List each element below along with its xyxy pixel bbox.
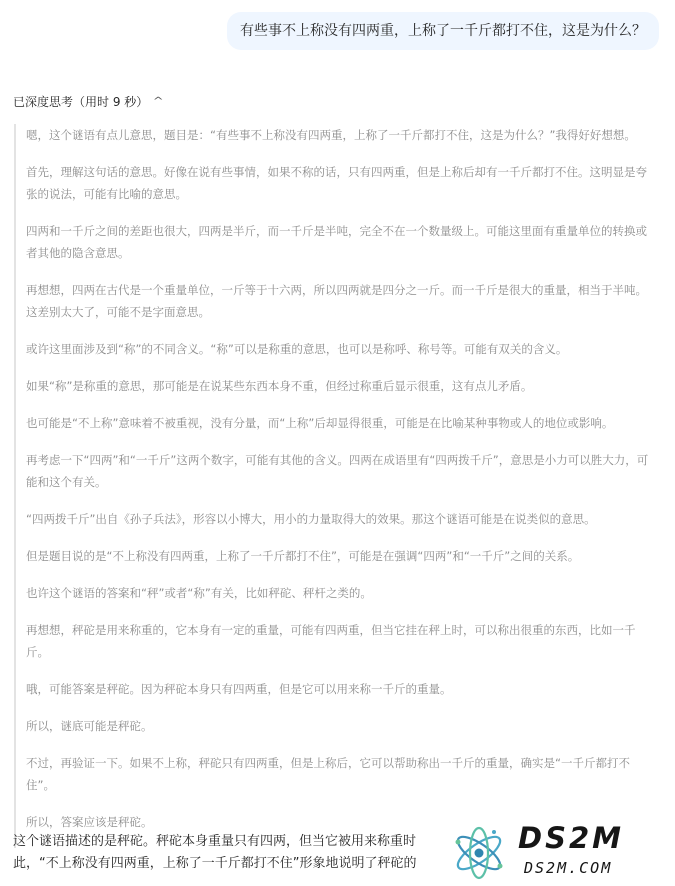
thinking-paragraph: 或许这里面涉及到“称”的不同含义。“称”可以是称重的意思，也可以是称呼、称号等。可能有双关的含义。 xyxy=(26,342,568,356)
watermark-url: DS2M.COM xyxy=(524,859,613,877)
watermark-title: DS2M xyxy=(518,821,624,855)
thinking-paragraph: 也许这个谜语的答案和“秤”或者“称”有关，比如秤砣、秤杆之类的。 xyxy=(26,586,372,600)
thinking-paragraph: “四两拨千斤”出自《孙子兵法》，形容以小博大，用小的力量取得大的效果。那这个谜语可能是在说类似的意思。 xyxy=(26,512,596,526)
atom-logo-icon xyxy=(450,822,508,882)
user-message-bubble: 有些事不上称没有四两重，上称了一千斤都打不住，这是为什么？ xyxy=(227,12,659,50)
thinking-paragraph: 所以，答案应该是秤砣。 xyxy=(26,815,153,829)
thinking-paragraph: 但是题目说的是“不上称没有四两重，上称了一千斤都打不住”，可能是在强调“四两”和“一千斤”之间的关系。 xyxy=(26,549,580,563)
thinking-paragraph: 首先，理解这句话的意思。好像在说有些事情，如果不称的话，只有四两重，但是上称后却有一千斤都打不住。这明显是夸张的说法，可能有比喻的意思。 xyxy=(26,165,647,201)
thinking-paragraph: 不过，再验证一下。如果不上称，秤砣只有四两重，但是上称后，它可以帮助称出一千斤的重量，确实是“一千斤都打不住”。 xyxy=(26,756,630,792)
thinking-paragraph: 再想想，四两在古代是一个重量单位，一斤等于十六两，所以四两就是四分之一斤。而一千斤是很大的重量，相当于半吨。这差别太大了，可能不是字面意思。 xyxy=(26,283,647,319)
answer-text: 这个谜语描述的是秤砣。秤砣本身重量只有四两，但当它被用来称重时此，“不上称没有四两重，上称了一千斤都打不住”形象地说明了秤砣的 xyxy=(13,834,417,871)
thinking-paragraph: 所以，谜底可能是秤砣。 xyxy=(26,719,153,733)
chevron-up-icon: ^ xyxy=(153,96,164,107)
thinking-content xyxy=(14,124,654,848)
thinking-paragraph: 哦，可能答案是秤砣。因为秤砣本身只有四两重，但是它可以用来称一千斤的重量。 xyxy=(26,682,452,696)
thinking-paragraph: 嗯，这个谜语有点儿意思，题目是：“有些事不上称没有四两重，上称了一千斤都打不住，这是为什么？”我得好好想想。 xyxy=(26,128,636,142)
thinking-toggle[interactable] xyxy=(13,93,163,111)
thinking-paragraph: 也可能是“不上称”意味着不被重视，没有分量，而“上称”后却显得很重，可能是在比喻某种事物或人的地位或影响。 xyxy=(26,416,614,430)
thinking-paragraph: 再考虑一下“四两”和“一千斤”这两个数字，可能有其他的含义。四两在成语里有“四两拨千斤”，意思是小力可以胜大力，可能和这个有关。 xyxy=(26,453,649,489)
watermark xyxy=(450,818,665,886)
thinking-paragraph: 四两和一千斤之间的差距也很大，四两是半斤，而一千斤是半吨，完全不在一个数量级上。可能这里面有重量单位的转换或者其他的隐含意思。 xyxy=(26,224,647,260)
thinking-header-label: 已深度思考（用时 9 秒） xyxy=(13,95,149,109)
thinking-paragraph: 如果“称”是称重的意思，那可能是在说某些东西本身不重，但经过称重后显示很重，这有点儿矛盾。 xyxy=(26,379,533,393)
thinking-paragraph: 再想想，秤砣是用来称重的，它本身有一定的重量，可能有四两重，但当它挂在秤上时，可以称出很重的东西，比如一千斤。 xyxy=(26,623,636,659)
